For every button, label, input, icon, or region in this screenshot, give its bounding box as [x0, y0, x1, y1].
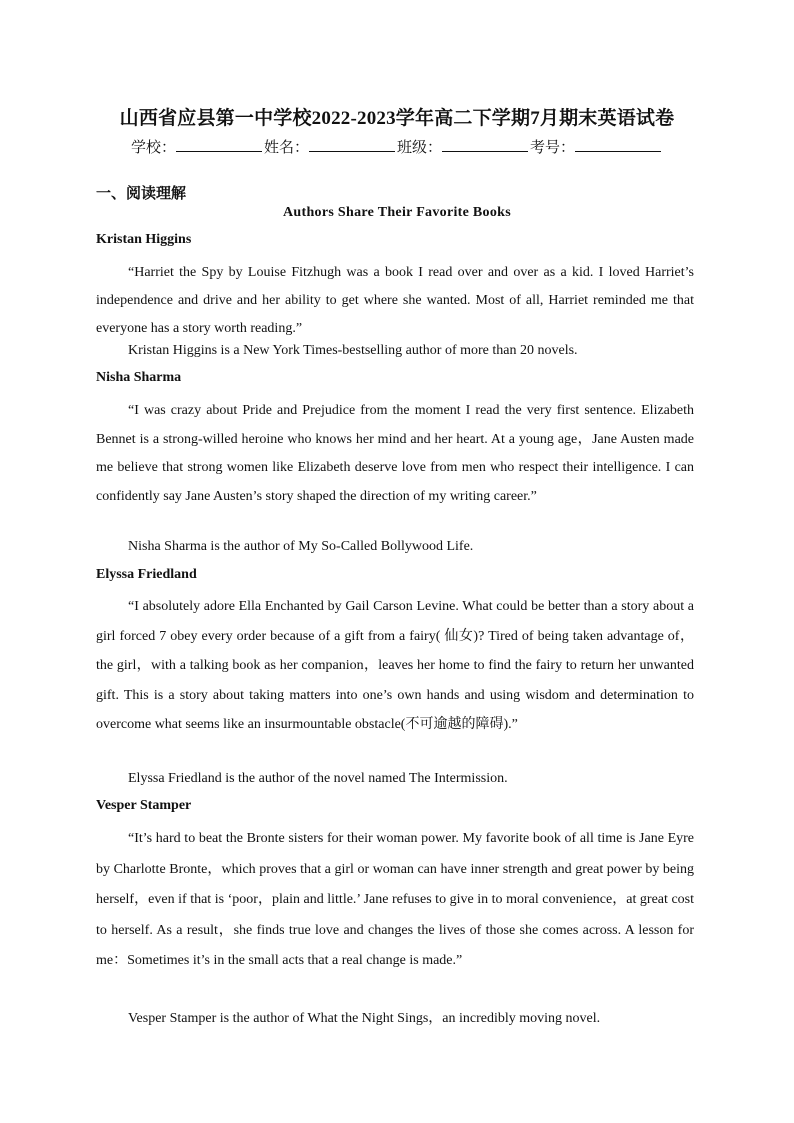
school-label: 学校： [130, 140, 176, 156]
name-label: 姓名： [263, 140, 309, 156]
author-quote: “I absolutely adore Ella Enchanted by Gail Carson Levine. What could be better than a story about a girl forced 7 obey every order because of a gift from a fairy( 仙女)? Tired of being taken advantage of，the girl，with a talking book as her companion，leaves her home to find the fairy to return her unwanted gift. This is a story about taking matters into one’s own hands and using wisdom and determination to overcome what seems like an insurmountable obstacle(不可逾越的障碍).” [96, 599, 694, 732]
author-quote: “I was crazy about Pride and Prejudice from the moment I read the very first sentence. Elizabeth Bennet is a strong-willed heroine who knows her mind and her heart. At a young age，Jane Austen made me believe that strong women like Elizabeth deserve love from men who respect their intelligence. I can confidently say Jane Austen’s story shaped the direction of my writing career.” [96, 403, 694, 504]
author-bio: Kristan Higgins is a New York Times-bestselling author of more than 20 novels. [128, 343, 578, 358]
author-name: Vesper Stamper [96, 798, 192, 813]
author-name: Kristan Higgins [96, 232, 192, 247]
student-info-line [0, 136, 794, 157]
author-bio: Elyssa Friedland is the author of the novel named The Intermission. [128, 771, 508, 786]
class-label: 班级： [397, 140, 443, 156]
exam-title: 山西省应县第一中学校2022-2023学年高二下学期7月期末英语试卷 [119, 108, 675, 129]
author-quote: “It’s hard to beat the Bronte sisters for their woman power. My favorite book of all time is Jane Eyre by Charlotte Bronte，which proves that a girl or woman can have inner strength and great power by being herself，even if that is ‘poor，plain and little.’ Jane refuses to give in to moral convenience，at great cost to herself. As a result，she finds true love and changes the lives of those she comes across. A lesson for me：Sometimes it’s in the small acts that a real change is made.” [96, 831, 694, 968]
exam-no-label: 考号： [530, 140, 576, 156]
author-name: Nisha Sharma [96, 370, 182, 385]
exam-no-blank[interactable] [575, 137, 661, 152]
school-blank[interactable] [176, 137, 262, 152]
section-heading: 一、阅读理解 [96, 186, 187, 202]
author-name: Elyssa Friedland [96, 567, 197, 582]
passage-title: Authors Share Their Favorite Books [283, 205, 511, 220]
author-bio: Nisha Sharma is the author of My So-Called Bollywood Life. [128, 539, 474, 554]
name-blank[interactable] [309, 137, 395, 152]
class-blank[interactable] [442, 137, 528, 152]
author-bio: Vesper Stamper is the author of What the Night Sings，an incredibly moving novel. [128, 1011, 601, 1026]
author-quote: “Harriet the Spy by Louise Fitzhugh was a book I read over and over as a kid. I loved Harriet’s independence and drive and her ability to get where she wanted. Most of all, Harriet reminded me that everyone has a story worth reading.” [96, 265, 694, 336]
